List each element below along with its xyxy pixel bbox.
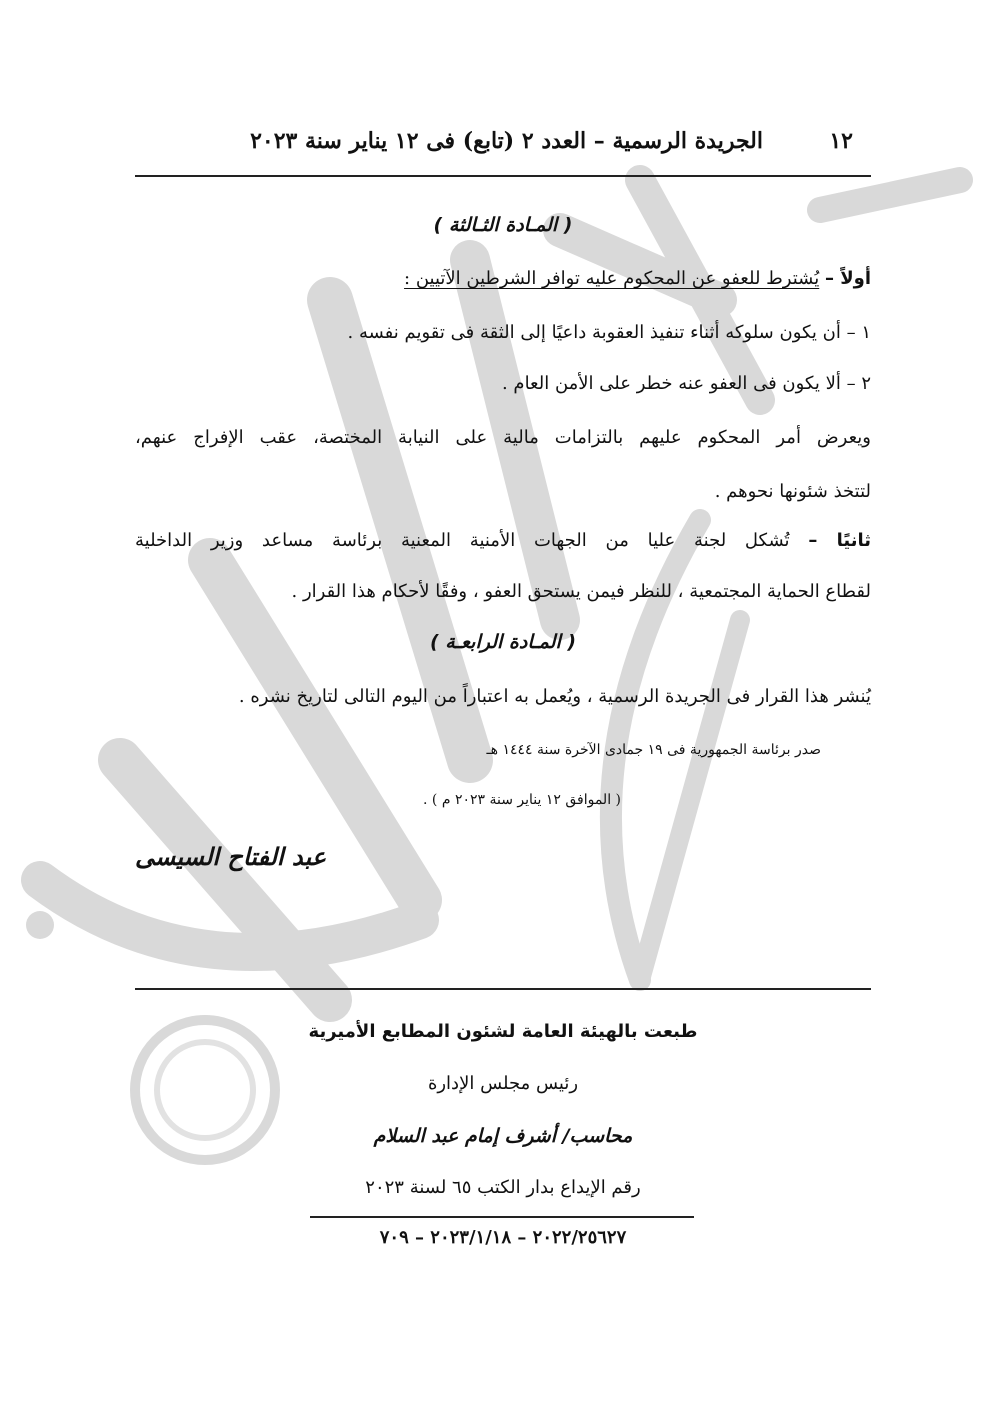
first-clause-label: أولاً – xyxy=(824,268,871,289)
issued-line-1: صدر برئاسة الجمهورية فى ١٩ جمادى الآخرة سنة ١٤٤٤ هـ xyxy=(486,742,821,758)
article-4-title: ( المـادة الرابعـة ) xyxy=(429,631,577,653)
signature-name: عبد الفتاح السيسى xyxy=(135,843,327,871)
chairman-name: محاسب/ أشرف إمام عبد السلام xyxy=(373,1125,633,1147)
footer-short-divider xyxy=(310,1216,694,1218)
footer-divider xyxy=(135,988,871,990)
condition-1: ١ – أن يكون سلوكه أثناء تنفيذ العقوبة داعيًا إلى الثقة فى تقويم نفسه . xyxy=(347,322,871,343)
deposit-number: رقم الإيداع بدار الكتب ٦٥ لسنة ٢٠٢٣ xyxy=(365,1177,641,1198)
financial-obligations-line-2: لتتخذ شئونها نحوهم . xyxy=(714,481,871,502)
condition-2: ٢ – ألا يكون فى العفو عنه خطر على الأمن العام . xyxy=(501,373,871,394)
header-divider xyxy=(135,175,871,177)
article-4-text: يُنشر هذا القرار فى الجريدة الرسمية ، ويُعمل به اعتباراً من اليوم التالى لتاريخ نشره . xyxy=(238,686,871,707)
print-code: ٢٠٢٢/٢٥٦٢٧ – ٢٠٢٣/١/١٨ – ٧٠٩ xyxy=(379,1227,627,1248)
first-clause-text: يُشترط للعفو عن المحكوم عليه توافر الشرطين الآتيين : xyxy=(404,268,820,289)
page-number: ١٢ xyxy=(829,128,853,154)
issue-title: الجريدة الرسمية – العدد ٢ (تابع) فى ١٢ يناير سنة ٢٠٢٣ xyxy=(250,128,763,154)
chairman-title: رئيس مجلس الإدارة xyxy=(427,1073,579,1094)
article-3-first-clause xyxy=(404,268,871,289)
issued-line-2: ( الموافق ١٢ يناير سنة ٢٠٢٣ م ) . xyxy=(423,792,621,808)
article-3-title: ( المـادة الثـالثة ) xyxy=(433,214,573,236)
article-3-second-clause xyxy=(135,530,871,551)
printed-by: طبعت بالهيئة العامة لشئون المطابع الأميرية xyxy=(308,1021,698,1042)
second-clause-line-2: لقطاع الحماية المجتمعية ، للنظر فيمن يستحق العفو ، وفقًا لأحكام هذا القرار . xyxy=(291,581,871,602)
page-header xyxy=(135,128,871,164)
second-clause-label: ثانيًا – xyxy=(808,530,871,551)
financial-obligations-line-1: ويعرض أمر المحكوم عليهم بالتزامات مالية على النيابة المختصة، عقب الإفراج عنهم، xyxy=(135,427,871,448)
second-clause-text: تُشكل لجنة عليا من الجهات الأمنية المعنية برئاسة مساعد وزير الداخلية xyxy=(135,530,790,551)
